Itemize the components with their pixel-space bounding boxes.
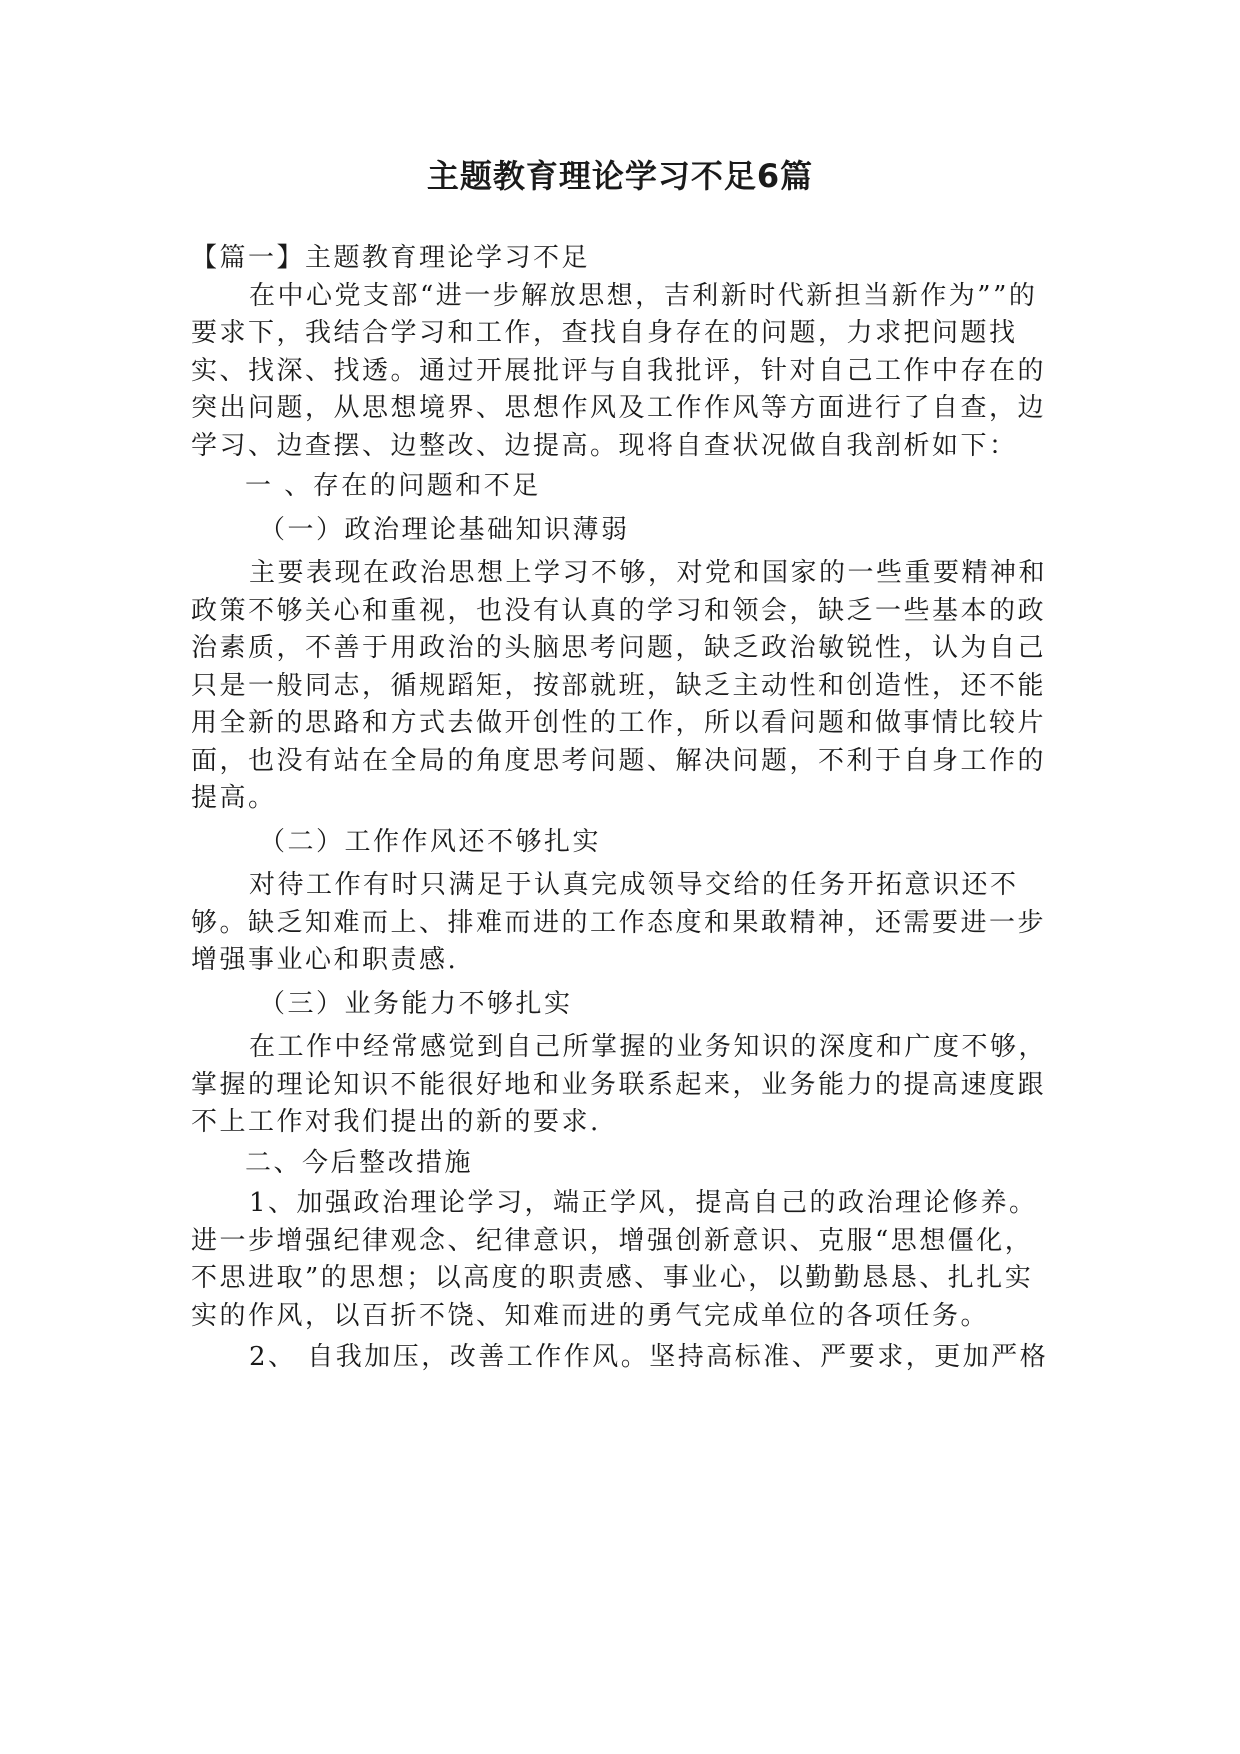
subsection-heading-work-style: （二）工作作风还不够扎实	[259, 826, 602, 857]
measure-item-2: 2、 自我加压，改善工作作风。坚持高标准、严要求，更加严格	[249, 1342, 1049, 1372]
section-heading-problems: 一 、存在的问题和不足	[245, 471, 541, 501]
document-body	[191, 240, 1053, 1377]
subsection-heading-business-ability: （三）业务能力不够扎实	[259, 988, 573, 1019]
document-title: 主题教育理论学习不足6篇	[426, 157, 814, 195]
part-heading: 【篇一】主题教育理论学习不足	[191, 243, 591, 273]
paragraph-business-ability: 在工作中经常感觉到自己所掌握的业务知识的深度和广度不够，掌握的理论知识不能很好地和业务联系起来，业务能力的提高速度跟不上工作对我们提出的新的要求.	[191, 1032, 1048, 1137]
measure-item-1: 1、加强政治理论学习，端正学风，提高自己的政治理论修养。进一步增强纪律观念、纪律意识，增强创新意识、克服“思想僵化，不思进取”的思想；以高度的职责感、事业心，以勤勤恳恳、扎扎实实的作风，以百折不饶、知难而进的勇气完成单位的各项任务。	[191, 1188, 1038, 1331]
paragraph-work-style: 对待工作有时只满足于认真完成领导交给的任务开拓意识还不够。缺乏知难而上、排难而进的工作态度和果敢精神，还需要进一步增强事业心和职责感.	[191, 870, 1047, 975]
paragraph-political-theory: 主要表现在政治思想上学习不够，对党和国家的一些重要精神和政策不够关心和重视，也没有认真的学习和领会，缺乏一些基本的政治素质，不善于用政治的头脑思考问题，缺乏政治敏锐性，认为自己只是一般同志，循规蹈矩，按部就班，缺乏主动性和创造性，还不能用全新的思路和方式去做开创性的工作，所以看问题和做事情比较片面，也没有站在全局的角度思考问题、解决问题，不利于自身工作的提高。	[191, 558, 1048, 813]
subsection-heading-political-theory: （一）政治理论基础知识薄弱	[259, 514, 630, 545]
section-heading-measures: 二、今后整改措施	[245, 1147, 474, 1178]
intro-paragraph: 在中心党支部“进一步解放思想，吉利新时代新担当新作为””的要求下，我结合学习和工作，查找自身存在的问题，力求把问题找实、找深、找透。通过开展批评与自我批评，针对自己工作中存在的突出问题，从思想境界、思想作风及工作作风等方面进行了自查，边学习、边查摆、边整改、边提高。现将自查状况做自我剖析如下：	[191, 280, 1047, 461]
